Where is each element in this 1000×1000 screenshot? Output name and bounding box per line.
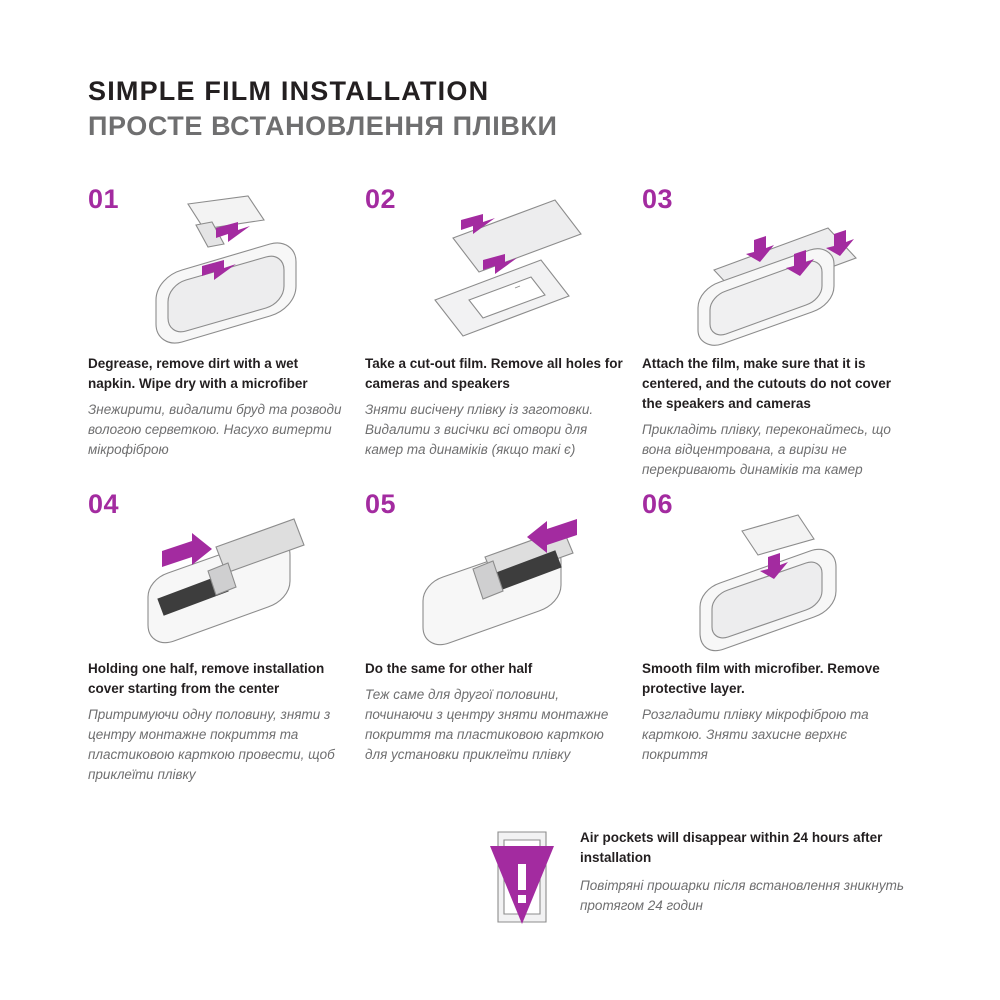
footer-note [470, 820, 940, 939]
step-number: 02 [365, 184, 397, 214]
footer-note-text [580, 820, 940, 916]
step-02 [365, 182, 635, 481]
step-illustration-cut-out-film [365, 182, 635, 354]
footer-note-en: Air pockets will disappear within 24 hours after installation [580, 830, 883, 865]
step-text-uk: Розгладити плівку мікрофіброю та карткою. Зняти захисне верхнє покриття [642, 706, 869, 763]
step-text-en: Attach the film, make sure that it is centered, and the cutouts do not cover the speakers and cameras [642, 356, 892, 411]
step-06 [642, 487, 912, 786]
page-title-uk: ПРОСТЕ ВСТАНОВЛЕННЯ ПЛІВКИ [88, 111, 558, 142]
step-illustration-smooth-with-microfiber [642, 487, 912, 659]
step-number: 06 [642, 488, 674, 519]
step-04 [88, 487, 358, 786]
step-text-en: Degrease, remove dirt with a wet napkin. Wipe dry with a microfiber [88, 356, 308, 391]
page-title-en: SIMPLE FILM INSTALLATION [88, 76, 490, 106]
step-number: 04 [88, 488, 120, 519]
step-text-uk: Зняти висічену плівку із заготовки. Видалити з висічки всі отвори для камер та динаміків (якщо такі є) [365, 401, 594, 458]
step-text-uk: Знежирити, видалити бруд та розводи вологою серветкою. Насухо витерти мікрофіброю [88, 401, 342, 458]
step-text-uk: Теж саме для другої половини, починаючи з центру зняти монтажне покриття та пластиковою карткою для установки приклеїти плівку [365, 686, 609, 763]
step-illustration-peel-right-half [365, 487, 635, 659]
step-illustration-napkin-onto-phone [88, 182, 358, 354]
step-text-en: Holding one half, remove installation cover starting from the center [88, 660, 325, 696]
step-number: 05 [365, 488, 397, 519]
step-illustration-attach-film [642, 182, 912, 354]
step-05 [365, 487, 635, 786]
step-text-en: Take a cut-out film. Remove all holes for cameras and speakers [365, 356, 623, 391]
warning-exclamation-icon [470, 820, 580, 939]
step-text-en: Do the same for other half [365, 660, 533, 676]
footer-note-uk: Повітряні прошарки після встановлення зникнуть протягом 24 годин [580, 877, 904, 914]
step-01 [88, 182, 358, 481]
step-number: 03 [642, 184, 674, 214]
header [88, 76, 928, 142]
steps-grid [88, 182, 912, 786]
step-03 [642, 182, 912, 481]
step-text-en: Smooth film with microfiber. Remove protective layer. [642, 660, 880, 696]
step-text-uk: Прикладіть плівку, переконайтесь, що вона відцентрована, а вирізи не перекривають динаміків та камер [642, 421, 891, 478]
step-illustration-peel-left-half [88, 487, 358, 659]
step-text-uk: Притримуючи одну половину, зняти з центру монтажне покриття та пластиковою карткою провести, щоб приклеїти плівку [88, 706, 335, 783]
step-number: 01 [88, 184, 120, 214]
